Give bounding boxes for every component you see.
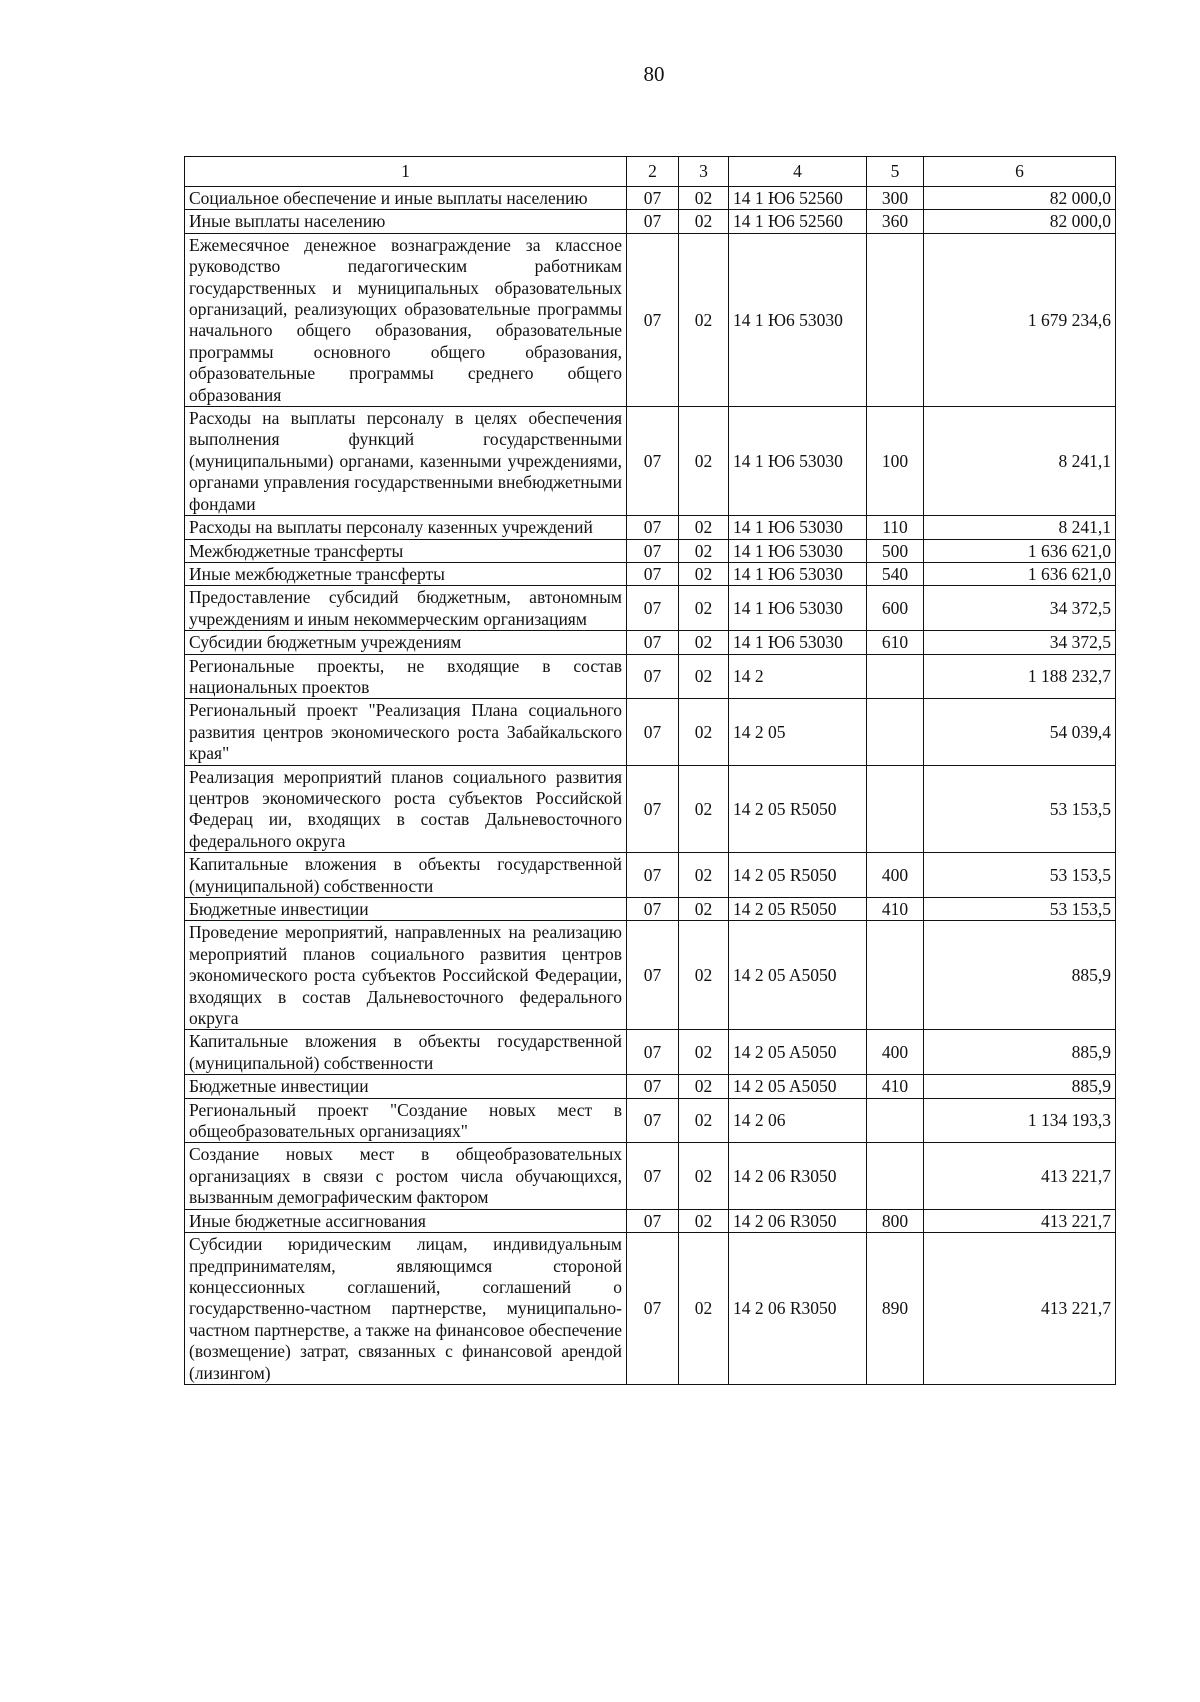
row-subsection-code: 02 — [679, 1233, 729, 1385]
budget-table — [184, 156, 1116, 1385]
row-subsection-code: 02 — [679, 631, 729, 654]
row-expense-type: 600 — [867, 586, 924, 631]
row-amount: 34 372,5 — [924, 631, 1116, 654]
row-target-article: 14 2 05 A5050 — [729, 1030, 867, 1075]
table-body — [185, 187, 1116, 1385]
row-section-code: 07 — [627, 562, 679, 585]
row-section-code: 07 — [627, 407, 679, 516]
table-row — [185, 1233, 1116, 1385]
row-subsection-code: 02 — [679, 898, 729, 921]
table-row — [185, 1098, 1116, 1143]
row-target-article: 14 2 05 A5050 — [729, 921, 867, 1030]
row-subsection-code: 02 — [679, 1143, 729, 1209]
row-subsection-code: 02 — [679, 699, 729, 765]
row-section-code: 07 — [627, 1098, 679, 1143]
row-amount: 1 636 621,0 — [924, 562, 1116, 585]
row-subsection-code: 02 — [679, 1075, 729, 1098]
row-subsection-code: 02 — [679, 516, 729, 539]
table-row — [185, 516, 1116, 539]
row-amount: 1 134 193,3 — [924, 1098, 1116, 1143]
row-name: Проведение мероприятий, направленных на реализацию мероприятий планов социального развития центров экономического роста субъектов Российской Федерации, входящих в состав Дальневосточного федерального округа — [185, 921, 627, 1030]
row-target-article: 14 1 Ю6 53030 — [729, 586, 867, 631]
page-number: 80 — [643, 62, 665, 86]
table-row — [185, 1143, 1116, 1209]
table-row — [185, 562, 1116, 585]
table-row — [185, 1209, 1116, 1232]
row-expense-type: 300 — [867, 187, 924, 210]
header-row — [185, 157, 1116, 187]
row-amount: 1 636 621,0 — [924, 539, 1116, 562]
row-amount: 34 372,5 — [924, 586, 1116, 631]
row-amount: 413 221,7 — [924, 1233, 1116, 1385]
row-subsection-code: 02 — [679, 654, 729, 699]
table-row — [185, 631, 1116, 654]
table-row — [185, 187, 1116, 210]
row-name: Социальное обеспечение и иные выплаты населению — [185, 187, 627, 210]
column-header-5: 5 — [867, 157, 924, 187]
row-subsection-code: 02 — [679, 187, 729, 210]
table-row — [185, 765, 1116, 853]
row-name: Бюджетные инвестиции — [185, 898, 627, 921]
row-target-article: 14 2 06 R3050 — [729, 1209, 867, 1232]
table-row — [185, 853, 1116, 898]
row-expense-type: 540 — [867, 562, 924, 585]
row-name: Субсидии юридическим лицам, индивидуальным предпринимателям, являющимся стороной концессионных соглашений, соглашений о государственно-частном партнерстве, муниципально-частном партнерстве, а также на финансовое обеспечение (возмещение) затрат, связанных с финансовой арендой (лизингом) — [185, 1233, 627, 1385]
row-subsection-code: 02 — [679, 921, 729, 1030]
row-expense-type — [867, 654, 924, 699]
row-section-code: 07 — [627, 921, 679, 1030]
row-target-article: 14 1 Ю6 52560 — [729, 187, 867, 210]
row-subsection-code: 02 — [679, 586, 729, 631]
row-target-article: 14 2 05 R5050 — [729, 765, 867, 853]
row-subsection-code: 02 — [679, 539, 729, 562]
table-row — [185, 1030, 1116, 1075]
row-subsection-code: 02 — [679, 407, 729, 516]
column-header-6: 6 — [924, 157, 1116, 187]
table-row — [185, 586, 1116, 631]
row-amount: 53 153,5 — [924, 898, 1116, 921]
row-name: Расходы на выплаты персоналу в целях обеспечения выполнения функций государственными (муниципальными) органами, казенными учреждениями, органами управления государственными внебюджетными фондами — [185, 407, 627, 516]
row-expense-type — [867, 1098, 924, 1143]
row-section-code: 07 — [627, 1209, 679, 1232]
row-amount: 885,9 — [924, 1030, 1116, 1075]
row-target-article: 14 2 — [729, 654, 867, 699]
row-expense-type: 100 — [867, 407, 924, 516]
row-expense-type: 410 — [867, 1075, 924, 1098]
table-row — [185, 210, 1116, 233]
row-amount: 8 241,1 — [924, 407, 1116, 516]
row-section-code: 07 — [627, 765, 679, 853]
row-name: Расходы на выплаты персоналу казенных учреждений — [185, 516, 627, 539]
row-amount: 8 241,1 — [924, 516, 1116, 539]
row-section-code: 07 — [627, 210, 679, 233]
row-name: Бюджетные инвестиции — [185, 1075, 627, 1098]
row-name: Иные межбюджетные трансферты — [185, 562, 627, 585]
row-target-article: 14 2 05 R5050 — [729, 853, 867, 898]
row-subsection-code: 02 — [679, 1209, 729, 1232]
row-expense-type — [867, 921, 924, 1030]
row-target-article: 14 2 06 R3050 — [729, 1143, 867, 1209]
row-amount: 885,9 — [924, 921, 1116, 1030]
row-section-code: 07 — [627, 1075, 679, 1098]
row-target-article: 14 2 06 — [729, 1098, 867, 1143]
table-row — [185, 1075, 1116, 1098]
row-name: Создание новых мест в общеобразовательных организациях в связи с ростом числа обучающихся, вызванным демографическим фактором — [185, 1143, 627, 1209]
row-amount: 885,9 — [924, 1075, 1116, 1098]
row-target-article: 14 2 05 — [729, 699, 867, 765]
row-expense-type: 890 — [867, 1233, 924, 1385]
row-expense-type — [867, 1143, 924, 1209]
row-section-code: 07 — [627, 654, 679, 699]
row-name: Капитальные вложения в объекты государственной (муниципальной) собственности — [185, 1030, 627, 1075]
row-amount: 82 000,0 — [924, 187, 1116, 210]
row-subsection-code: 02 — [679, 853, 729, 898]
row-subsection-code: 02 — [679, 233, 729, 406]
row-name: Региональные проекты, не входящие в состав национальных проектов — [185, 654, 627, 699]
row-amount: 54 039,4 — [924, 699, 1116, 765]
row-subsection-code: 02 — [679, 210, 729, 233]
row-section-code: 07 — [627, 1233, 679, 1385]
row-expense-type: 800 — [867, 1209, 924, 1232]
row-name: Капитальные вложения в объекты государственной (муниципальной) собственности — [185, 853, 627, 898]
row-target-article: 14 1 Ю6 53030 — [729, 631, 867, 654]
row-name: Региональный проект "Реализация Плана социального развития центров экономического роста Забайкальского края" — [185, 699, 627, 765]
table-row — [185, 539, 1116, 562]
row-expense-type: 410 — [867, 898, 924, 921]
row-name: Субсидии бюджетным учреждениям — [185, 631, 627, 654]
row-amount: 53 153,5 — [924, 765, 1116, 853]
row-section-code: 07 — [627, 233, 679, 406]
row-expense-type: 400 — [867, 1030, 924, 1075]
row-section-code: 07 — [627, 516, 679, 539]
table-row — [185, 407, 1116, 516]
row-target-article: 14 1 Ю6 53030 — [729, 407, 867, 516]
table-row — [185, 699, 1116, 765]
row-expense-type: 110 — [867, 516, 924, 539]
row-subsection-code: 02 — [679, 1030, 729, 1075]
column-header-4: 4 — [729, 157, 867, 187]
table-row — [185, 654, 1116, 699]
row-target-article: 14 2 05 A5050 — [729, 1075, 867, 1098]
row-name: Региональный проект "Создание новых мест в общеобразовательных организациях" — [185, 1098, 627, 1143]
column-header-3: 3 — [679, 157, 729, 187]
row-amount: 53 153,5 — [924, 853, 1116, 898]
row-name: Иные выплаты населению — [185, 210, 627, 233]
row-expense-type: 500 — [867, 539, 924, 562]
row-name: Ежемесячное денежное вознаграждение за классное руководство педагогическим работникам государственных и муниципальных образовательных организаций, реализующих образовательные программы начального общего образования, образовательные программы основного общего образования, образовательные программы среднего общего образования — [185, 233, 627, 406]
row-name: Предоставление субсидий бюджетным, автономным учреждениям и иным некоммерческим организациям — [185, 586, 627, 631]
row-section-code: 07 — [627, 187, 679, 210]
row-target-article: 14 1 Ю6 52560 — [729, 210, 867, 233]
row-expense-type: 360 — [867, 210, 924, 233]
table-row — [185, 898, 1116, 921]
row-subsection-code: 02 — [679, 1098, 729, 1143]
row-target-article: 14 1 Ю6 53030 — [729, 539, 867, 562]
row-expense-type: 610 — [867, 631, 924, 654]
row-amount: 413 221,7 — [924, 1209, 1116, 1232]
row-section-code: 07 — [627, 586, 679, 631]
row-expense-type — [867, 765, 924, 853]
row-expense-type — [867, 699, 924, 765]
row-amount: 1 188 232,7 — [924, 654, 1116, 699]
row-amount: 82 000,0 — [924, 210, 1116, 233]
row-subsection-code: 02 — [679, 562, 729, 585]
row-target-article: 14 1 Ю6 53030 — [729, 562, 867, 585]
table-row — [185, 233, 1116, 406]
row-target-article: 14 1 Ю6 53030 — [729, 233, 867, 406]
row-section-code: 07 — [627, 853, 679, 898]
table-row — [185, 921, 1116, 1030]
row-amount: 1 679 234,6 — [924, 233, 1116, 406]
row-target-article: 14 2 05 R5050 — [729, 898, 867, 921]
row-section-code: 07 — [627, 1143, 679, 1209]
row-target-article: 14 1 Ю6 53030 — [729, 516, 867, 539]
row-name: Реализация мероприятий планов социального развития центров экономического роста субъектов Российской Федерац ии, входящих в состав Дальневосточного федерального округа — [185, 765, 627, 853]
row-name: Иные бюджетные ассигнования — [185, 1209, 627, 1232]
row-section-code: 07 — [627, 898, 679, 921]
row-name: Межбюджетные трансферты — [185, 539, 627, 562]
row-amount: 413 221,7 — [924, 1143, 1116, 1209]
row-section-code: 07 — [627, 1030, 679, 1075]
column-header-2: 2 — [627, 157, 679, 187]
row-expense-type: 400 — [867, 853, 924, 898]
row-section-code: 07 — [627, 631, 679, 654]
row-section-code: 07 — [627, 539, 679, 562]
row-subsection-code: 02 — [679, 765, 729, 853]
row-section-code: 07 — [627, 699, 679, 765]
column-header-1: 1 — [185, 157, 627, 187]
row-expense-type — [867, 233, 924, 406]
row-target-article: 14 2 06 R3050 — [729, 1233, 867, 1385]
